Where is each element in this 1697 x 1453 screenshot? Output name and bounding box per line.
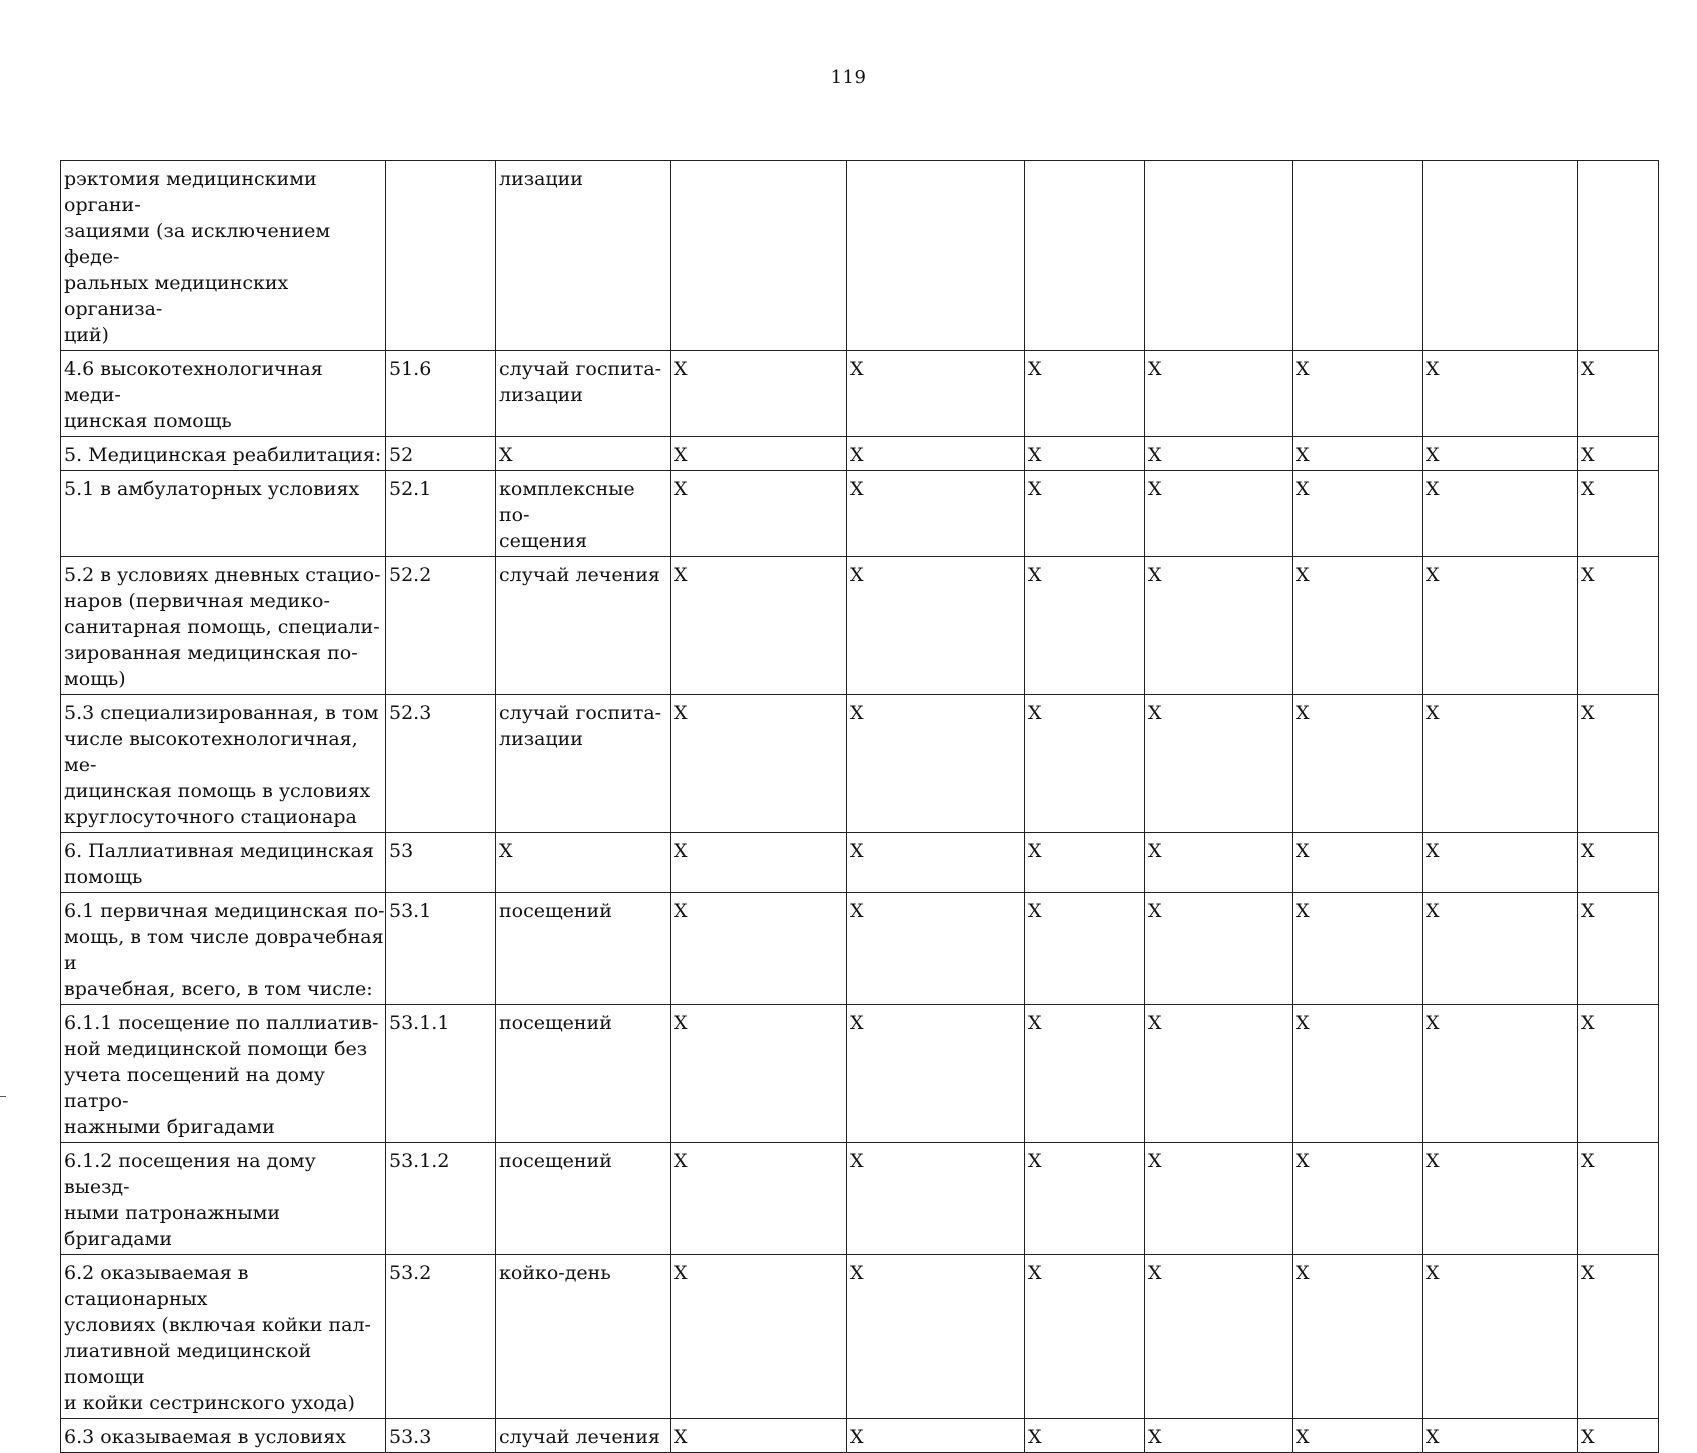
- row-unit-cell: X: [496, 437, 671, 471]
- row-name-cell: 5.2 в условиях дневных стацио- наров (первичная медико- санитарная помощь, специали- зированная медицинская по- мощь): [61, 557, 386, 695]
- row-code-cell: 51.6: [386, 351, 496, 437]
- row-unit-cell: посещений: [496, 1005, 671, 1143]
- value-cell: X: [847, 471, 1025, 557]
- value-cell: X: [671, 1143, 847, 1255]
- value-cell: X: [1145, 1143, 1293, 1255]
- row-name-cell: 5. Медицинская реабилитация:: [61, 437, 386, 471]
- row-name-cell: 6.1.1 посещение по паллиатив- ной медицинской помощи без учета посещений на дому патро- нажными бригадами: [61, 1005, 386, 1143]
- value-cell: X: [1578, 471, 1659, 557]
- value-cell: X: [1423, 471, 1578, 557]
- value-cell: X: [1423, 833, 1578, 893]
- value-cell: X: [1145, 351, 1293, 437]
- value-cell: X: [671, 833, 847, 893]
- row-unit-cell: случай госпита- лизации: [496, 695, 671, 833]
- value-cell: X: [1025, 1255, 1145, 1419]
- value-cell: [1578, 161, 1659, 351]
- value-cell: X: [847, 893, 1025, 1005]
- row-code-cell: 53.1.2: [386, 1143, 496, 1255]
- value-cell: X: [847, 351, 1025, 437]
- value-cell: X: [1293, 695, 1423, 833]
- value-cell: X: [1145, 695, 1293, 833]
- row-code-cell: 53.2: [386, 1255, 496, 1419]
- value-cell: X: [1578, 1005, 1659, 1143]
- value-cell: X: [1293, 437, 1423, 471]
- value-cell: X: [671, 557, 847, 695]
- row-code-cell: 53.3: [386, 1419, 496, 1453]
- value-cell: X: [1025, 833, 1145, 893]
- value-cell: X: [1423, 557, 1578, 695]
- row-code-cell: [386, 161, 496, 351]
- value-cell: X: [1423, 1255, 1578, 1419]
- value-cell: X: [1145, 1419, 1293, 1453]
- value-cell: X: [1025, 1419, 1145, 1453]
- value-cell: X: [671, 695, 847, 833]
- table-row: [61, 1143, 1659, 1255]
- value-cell: X: [1293, 351, 1423, 437]
- row-name-cell: 6.3 оказываемая в условиях: [61, 1419, 386, 1453]
- value-cell: X: [1145, 471, 1293, 557]
- value-cell: X: [847, 1005, 1025, 1143]
- row-name-cell: рэктомия медицинскими органи- зациями (за исключением феде- ральных медицинских организа- ций): [61, 161, 386, 351]
- value-cell: X: [1293, 893, 1423, 1005]
- value-cell: X: [1578, 1419, 1659, 1453]
- value-cell: X: [847, 833, 1025, 893]
- value-cell: X: [1025, 557, 1145, 695]
- row-unit-cell: случай госпита- лизации: [496, 351, 671, 437]
- row-code-cell: 53.1.1: [386, 1005, 496, 1143]
- value-cell: X: [1578, 437, 1659, 471]
- value-cell: X: [671, 1419, 847, 1453]
- value-cell: X: [1578, 1255, 1659, 1419]
- data-table: [60, 160, 1659, 1453]
- value-cell: X: [671, 437, 847, 471]
- value-cell: X: [1423, 1419, 1578, 1453]
- row-unit-cell: случай лечения: [496, 1419, 671, 1453]
- value-cell: X: [1025, 695, 1145, 833]
- table-row: [61, 437, 1659, 471]
- value-cell: X: [847, 1143, 1025, 1255]
- row-unit-cell: случай лечения: [496, 557, 671, 695]
- value-cell: X: [847, 557, 1025, 695]
- row-code-cell: 53.1: [386, 893, 496, 1005]
- value-cell: X: [671, 1005, 847, 1143]
- row-name-cell: 5.1 в амбулаторных условиях: [61, 471, 386, 557]
- value-cell: X: [671, 893, 847, 1005]
- value-cell: X: [847, 437, 1025, 471]
- value-cell: [1293, 161, 1423, 351]
- table-row: [61, 1255, 1659, 1419]
- table-row: [61, 833, 1659, 893]
- table-row: [61, 471, 1659, 557]
- value-cell: X: [1578, 695, 1659, 833]
- row-code-cell: 52.2: [386, 557, 496, 695]
- value-cell: X: [1293, 471, 1423, 557]
- value-cell: X: [1145, 893, 1293, 1005]
- row-unit-cell: посещений: [496, 1143, 671, 1255]
- margin-mark: [0, 1096, 6, 1097]
- value-cell: X: [671, 471, 847, 557]
- value-cell: X: [1293, 1419, 1423, 1453]
- row-name-cell: 4.6 высокотехнологичная меди- цинская помощь: [61, 351, 386, 437]
- value-cell: X: [1578, 557, 1659, 695]
- row-name-cell: 5.3 специализированная, в том числе высокотехнологичная, ме- дицинская помощь в условиях круглосуточного стационара: [61, 695, 386, 833]
- value-cell: X: [1578, 833, 1659, 893]
- value-cell: X: [847, 1419, 1025, 1453]
- value-cell: X: [671, 1255, 847, 1419]
- value-cell: X: [1293, 833, 1423, 893]
- value-cell: X: [1025, 437, 1145, 471]
- value-cell: X: [671, 351, 847, 437]
- row-unit-cell: лизации: [496, 161, 671, 351]
- value-cell: X: [1423, 437, 1578, 471]
- value-cell: X: [1293, 1143, 1423, 1255]
- value-cell: X: [1423, 1143, 1578, 1255]
- value-cell: [847, 161, 1025, 351]
- value-cell: [1423, 161, 1578, 351]
- value-cell: X: [1145, 1255, 1293, 1419]
- value-cell: X: [1578, 351, 1659, 437]
- value-cell: X: [1025, 893, 1145, 1005]
- value-cell: X: [1145, 557, 1293, 695]
- value-cell: X: [1423, 695, 1578, 833]
- value-cell: X: [1145, 437, 1293, 471]
- table-row: [61, 1005, 1659, 1143]
- table-row: [61, 351, 1659, 437]
- value-cell: X: [1145, 1005, 1293, 1143]
- page-number: 119: [830, 67, 867, 88]
- value-cell: X: [1423, 351, 1578, 437]
- row-code-cell: 53: [386, 833, 496, 893]
- row-code-cell: 52: [386, 437, 496, 471]
- row-unit-cell: койко-день: [496, 1255, 671, 1419]
- table-body: [61, 161, 1659, 1453]
- row-code-cell: 52.1: [386, 471, 496, 557]
- value-cell: X: [847, 1255, 1025, 1419]
- row-name-cell: 6.1.2 посещения на дому выезд- ными патронажными бригадами: [61, 1143, 386, 1255]
- value-cell: X: [1293, 1005, 1423, 1143]
- row-name-cell: 6.2 оказываемая в стационарных условиях (включая койки пал- лиативной медицинской помощи и койки сестринского ухода): [61, 1255, 386, 1419]
- value-cell: X: [847, 695, 1025, 833]
- table-row: [61, 557, 1659, 695]
- table-row: [61, 1419, 1659, 1453]
- row-code-cell: 52.3: [386, 695, 496, 833]
- table-row: [61, 161, 1659, 351]
- value-cell: [671, 161, 847, 351]
- value-cell: [1145, 161, 1293, 351]
- row-unit-cell: посещений: [496, 893, 671, 1005]
- value-cell: [1025, 161, 1145, 351]
- row-unit-cell: комплексные по- сещения: [496, 471, 671, 557]
- table-row: [61, 695, 1659, 833]
- row-unit-cell: X: [496, 833, 671, 893]
- value-cell: X: [1025, 351, 1145, 437]
- value-cell: X: [1423, 1005, 1578, 1143]
- row-name-cell: 6. Паллиативная медицинская помощь: [61, 833, 386, 893]
- value-cell: X: [1578, 1143, 1659, 1255]
- value-cell: X: [1025, 471, 1145, 557]
- value-cell: X: [1293, 1255, 1423, 1419]
- value-cell: X: [1025, 1005, 1145, 1143]
- value-cell: X: [1293, 557, 1423, 695]
- row-name-cell: 6.1 первичная медицинская по- мощь, в том числе доврачебная и врачебная, всего, в том числе:: [61, 893, 386, 1005]
- value-cell: X: [1145, 833, 1293, 893]
- value-cell: X: [1578, 893, 1659, 1005]
- value-cell: X: [1025, 1143, 1145, 1255]
- value-cell: X: [1423, 893, 1578, 1005]
- table-row: [61, 893, 1659, 1005]
